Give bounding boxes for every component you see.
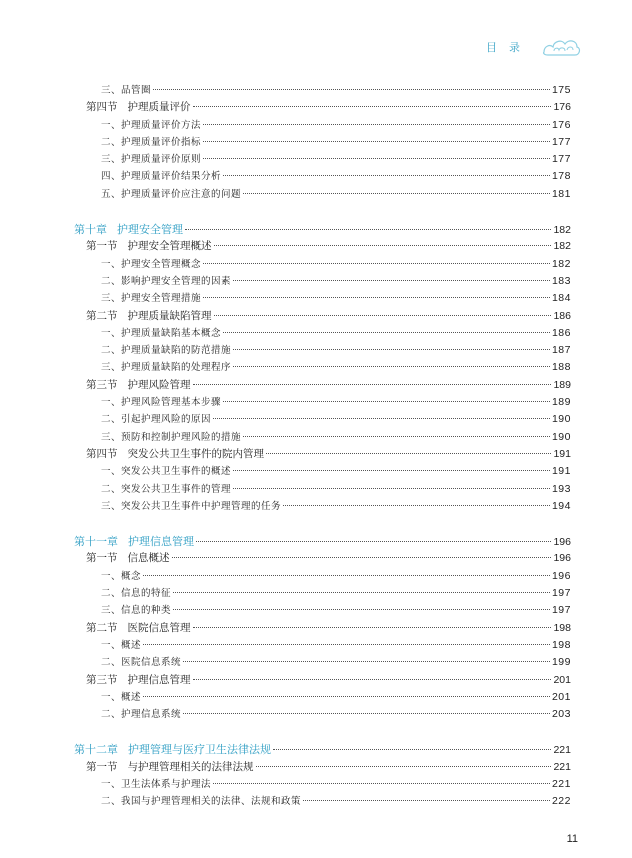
dot-leader <box>183 713 550 714</box>
toc-entry-label <box>101 654 181 671</box>
toc-page-number: 191 <box>551 465 571 478</box>
toc-entry-title: 五、护理质量评价应注意的问题 <box>101 188 242 200</box>
toc-sub-entry[interactable] <box>74 481 571 498</box>
chapter-spacer <box>74 723 571 741</box>
dot-leader <box>223 332 550 333</box>
toc-entry-label <box>101 168 221 185</box>
toc-entry-title: 护理风险管理 <box>127 378 191 391</box>
dot-leader <box>233 366 550 367</box>
toc-sub-entry[interactable] <box>74 325 571 342</box>
dot-leader <box>185 229 551 230</box>
toc-entry-title: 一、卫生法体系与护理法 <box>101 778 212 790</box>
dot-leader <box>223 175 550 176</box>
toc-page-number: 221 <box>553 760 571 773</box>
toc-sub-entry[interactable] <box>74 411 571 428</box>
toc-entry-label <box>101 325 221 342</box>
toc-entry-title: 护理信息管理 <box>127 673 191 686</box>
dot-leader <box>203 124 550 125</box>
dot-leader <box>173 609 550 610</box>
toc-page-number: 184 <box>551 292 571 305</box>
table-of-contents <box>74 82 571 811</box>
toc-entry-number: 第一节 <box>86 240 118 253</box>
toc-entry-title: 突发公共卫生事件的院内管理 <box>127 447 264 460</box>
toc-sub-entry[interactable] <box>74 151 571 168</box>
toc-page-number: 190 <box>551 430 571 443</box>
dot-leader <box>203 158 550 159</box>
toc-sub-entry[interactable] <box>74 689 571 706</box>
toc-entry-label <box>101 706 181 723</box>
toc-sub-entry[interactable] <box>74 117 571 134</box>
toc-page-number: 196 <box>553 552 571 565</box>
toc-page-number: 201 <box>551 690 571 703</box>
dot-leader <box>283 505 550 506</box>
toc-entry-label <box>101 793 301 810</box>
toc-page-number: 176 <box>553 101 571 114</box>
toc-page-number: 198 <box>551 638 571 651</box>
toc-entry-title: 护理管理与医疗卫生法律法规 <box>128 743 271 757</box>
dot-leader <box>193 627 552 628</box>
toc-section-entry[interactable] <box>74 377 571 394</box>
toc-sub-entry[interactable] <box>74 273 571 290</box>
toc-entry-label <box>101 776 211 793</box>
toc-page-number: 193 <box>551 482 571 495</box>
toc-entry-title: 一、护理质量评价方法 <box>101 119 202 131</box>
toc-entry-label <box>101 134 201 151</box>
dot-leader <box>273 749 551 750</box>
toc-entry-label <box>101 602 171 619</box>
toc-entry-label <box>86 759 254 776</box>
toc-entry-number: 第四节 <box>86 101 118 114</box>
toc-page-number: 199 <box>551 656 571 669</box>
toc-entry-title: 三、预防和控制护理风险的措施 <box>101 431 242 443</box>
toc-page-number: 176 <box>551 118 571 131</box>
dot-leader <box>233 280 550 281</box>
toc-entry-title: 二、我国与护理管理相关的法律、法规和政策 <box>101 796 302 808</box>
toc-page-number: 183 <box>551 274 571 287</box>
toc-entry-label <box>101 481 231 498</box>
toc-entry-title: 一、护理安全管理概念 <box>101 258 202 270</box>
toc-sub-entry[interactable] <box>74 256 571 273</box>
toc-section-entry[interactable] <box>74 550 571 567</box>
toc-entry-number: 第一节 <box>86 552 118 565</box>
dot-leader <box>213 783 550 784</box>
toc-entry-number: 第四节 <box>86 447 118 460</box>
dot-leader <box>256 766 552 767</box>
toc-entry-title: 护理信息管理 <box>128 535 194 549</box>
toc-entry-label <box>101 82 151 99</box>
dot-leader <box>214 245 552 246</box>
toc-entry-label <box>74 533 194 550</box>
toc-page-number: 189 <box>551 396 571 409</box>
dot-leader <box>193 106 552 107</box>
toc-entry-label <box>101 585 171 602</box>
running-header <box>486 32 582 62</box>
toc-page-number: 187 <box>551 344 571 357</box>
toc-entry-number: 第三节 <box>86 378 118 391</box>
toc-sub-entry[interactable] <box>74 82 571 99</box>
dot-leader <box>223 401 550 402</box>
toc-page-number: 186 <box>553 309 571 322</box>
toc-entry-title: 一、概述 <box>101 691 142 703</box>
dot-leader <box>203 141 550 142</box>
toc-entry-title: 三、护理质量缺陷的处理程序 <box>101 362 232 374</box>
toc-entry-label <box>101 117 201 134</box>
toc-section-entry[interactable] <box>74 238 571 255</box>
toc-sub-entry[interactable] <box>74 394 571 411</box>
toc-page-number: 181 <box>551 187 571 200</box>
toc-entry-title: 与护理管理相关的法律法规 <box>127 760 254 773</box>
toc-entry-title: 三、突发公共卫生事件中护理管理的任务 <box>101 500 282 512</box>
toc-entry-label <box>101 186 241 203</box>
toc-entry-title: 一、护理质量缺陷基本概念 <box>101 327 222 339</box>
toc-sub-entry[interactable] <box>74 342 571 359</box>
toc-entry-title: 护理质量评价 <box>127 101 191 114</box>
header-title: 目录 <box>486 41 532 54</box>
toc-section-entry[interactable] <box>74 308 571 325</box>
dot-leader <box>183 661 550 662</box>
dot-leader <box>233 488 550 489</box>
toc-page-number: 197 <box>551 604 571 617</box>
toc-sub-entry[interactable] <box>74 602 571 619</box>
toc-entry-label <box>74 221 183 238</box>
toc-entry-title: 二、医院信息系统 <box>101 657 182 669</box>
toc-entry-label <box>101 498 281 515</box>
dot-leader <box>193 679 552 680</box>
toc-entry-label <box>101 273 231 290</box>
toc-page-number: 198 <box>553 621 571 634</box>
toc-page-number: 222 <box>551 795 571 808</box>
toc-page-number: 175 <box>551 84 571 96</box>
toc-page-number: 221 <box>553 744 571 757</box>
toc-entry-label <box>101 637 141 654</box>
toc-entry-title: 四、护理质量评价结果分析 <box>101 171 222 183</box>
toc-entry-number: 第二节 <box>86 309 118 322</box>
toc-entry-label <box>101 290 201 307</box>
dot-leader <box>172 557 552 558</box>
toc-page-number: 203 <box>551 708 571 721</box>
toc-chapter-entry[interactable] <box>74 741 571 758</box>
toc-page-number: 182 <box>553 240 571 253</box>
toc-sub-entry[interactable] <box>74 793 571 810</box>
dot-leader <box>153 89 550 90</box>
toc-section-entry[interactable] <box>74 620 571 637</box>
toc-entry-label <box>101 359 231 376</box>
toc-entry-label <box>86 308 212 325</box>
toc-entry-label <box>101 394 221 411</box>
toc-page-number: 188 <box>551 361 571 374</box>
toc-entry-title: 三、信息的种类 <box>101 605 172 617</box>
toc-section-entry[interactable] <box>74 446 571 463</box>
dot-leader <box>233 349 550 350</box>
toc-page-number: 191 <box>553 447 571 460</box>
toc-page-number: 182 <box>553 224 571 237</box>
toc-entry-title: 一、突发公共卫生事件的概述 <box>101 466 232 478</box>
dot-leader <box>233 470 550 471</box>
toc-entry-title: 二、引起护理风险的原因 <box>101 414 212 426</box>
toc-sub-entry[interactable] <box>74 637 571 654</box>
toc-sub-entry[interactable] <box>74 134 571 151</box>
chapter-spacer <box>74 203 571 221</box>
toc-sub-entry[interactable] <box>74 776 571 793</box>
toc-sub-entry[interactable] <box>74 585 571 602</box>
dot-leader <box>193 384 552 385</box>
toc-entry-number: 第十章 <box>74 223 107 237</box>
toc-sub-entry[interactable] <box>74 498 571 515</box>
toc-entry-title: 护理安全管理 <box>117 223 183 237</box>
toc-chapter-entry[interactable] <box>74 221 571 238</box>
dot-leader <box>243 436 550 437</box>
toc-entry-label <box>86 99 191 116</box>
dot-leader <box>214 315 552 316</box>
toc-entry-title: 二、影响护理安全管理的因素 <box>101 275 232 287</box>
toc-entry-title: 三、品管圈 <box>101 85 152 96</box>
toc-entry-title: 二、护理质量缺陷的防范措施 <box>101 345 232 357</box>
dot-leader <box>266 453 551 454</box>
dot-leader <box>203 297 550 298</box>
toc-sub-entry[interactable] <box>74 654 571 671</box>
cloud-ornament-icon <box>540 34 582 60</box>
chapter-spacer <box>74 515 571 533</box>
toc-sub-entry[interactable] <box>74 706 571 723</box>
toc-entry-title: 二、护理质量评价指标 <box>101 136 202 148</box>
toc-page-number: 177 <box>551 153 571 166</box>
toc-sub-entry[interactable] <box>74 568 571 585</box>
toc-entry-label <box>86 672 191 689</box>
toc-entry-label <box>86 446 264 463</box>
toc-entry-number: 第一节 <box>86 760 118 773</box>
toc-entry-number: 第二节 <box>86 621 118 634</box>
toc-entry-label <box>86 377 191 394</box>
toc-entry-title: 二、护理信息系统 <box>101 709 182 721</box>
dot-leader <box>143 696 550 697</box>
toc-entry-title: 三、护理质量评价原则 <box>101 154 202 166</box>
toc-entry-label <box>101 568 141 585</box>
dot-leader <box>213 418 550 419</box>
toc-entry-label <box>74 741 271 758</box>
toc-entry-title: 一、概念 <box>101 570 142 582</box>
toc-sub-entry[interactable] <box>74 186 571 203</box>
toc-entry-label <box>101 429 241 446</box>
toc-page-number: 177 <box>551 135 571 148</box>
toc-page-number: 197 <box>551 587 571 600</box>
toc-page-number: 201 <box>553 673 571 686</box>
toc-entry-title: 三、护理安全管理措施 <box>101 293 202 305</box>
dot-leader <box>173 592 550 593</box>
dot-leader <box>243 193 550 194</box>
toc-entry-title: 医院信息管理 <box>127 621 191 634</box>
toc-page-number: 182 <box>551 257 571 270</box>
toc-entry-label <box>101 463 231 480</box>
toc-sub-entry[interactable] <box>74 463 571 480</box>
toc-page-number: 194 <box>551 499 571 512</box>
dot-leader <box>203 263 550 264</box>
toc-sub-entry[interactable] <box>74 290 571 307</box>
dot-leader <box>143 575 550 576</box>
toc-entry-title: 一、概述 <box>101 639 142 651</box>
toc-entry-label <box>86 550 170 567</box>
toc-entry-label <box>101 256 201 273</box>
toc-entry-label <box>86 238 212 255</box>
toc-entry-title: 二、信息的特征 <box>101 588 172 600</box>
toc-entry-title: 信息概述 <box>127 552 170 565</box>
toc-sub-entry[interactable] <box>74 429 571 446</box>
toc-entry-title: 护理质量缺陷管理 <box>127 309 212 322</box>
toc-section-entry[interactable] <box>74 99 571 116</box>
toc-entry-title: 一、护理风险管理基本步骤 <box>101 397 222 409</box>
toc-chapter-entry[interactable] <box>74 533 571 550</box>
toc-page-number: 190 <box>551 413 571 426</box>
toc-page-number: 189 <box>553 378 571 391</box>
toc-sub-entry[interactable] <box>74 168 571 185</box>
toc-page-number: 196 <box>551 569 571 582</box>
toc-section-entry[interactable] <box>74 759 571 776</box>
toc-sub-entry[interactable] <box>74 359 571 376</box>
toc-entry-number: 第十一章 <box>74 535 118 549</box>
toc-entry-label <box>101 151 201 168</box>
toc-entry-label <box>101 411 211 428</box>
toc-entry-title: 二、突发公共卫生事件的管理 <box>101 483 232 495</box>
toc-entry-number: 第三节 <box>86 673 118 686</box>
toc-entry-number: 第十二章 <box>74 743 118 757</box>
toc-entry-title: 护理安全管理概述 <box>127 240 212 253</box>
toc-page-number: 186 <box>551 326 571 339</box>
toc-page-number: 221 <box>551 777 571 790</box>
dot-leader <box>143 644 550 645</box>
dot-leader <box>196 541 551 542</box>
toc-page-number: 196 <box>553 536 571 549</box>
toc-section-entry[interactable] <box>74 672 571 689</box>
toc-page-number: 178 <box>551 170 571 183</box>
page-number: 11 <box>566 833 578 845</box>
dot-leader <box>303 800 550 801</box>
toc-entry-label <box>101 342 231 359</box>
toc-entry-label <box>101 689 141 706</box>
toc-entry-label <box>86 620 191 637</box>
